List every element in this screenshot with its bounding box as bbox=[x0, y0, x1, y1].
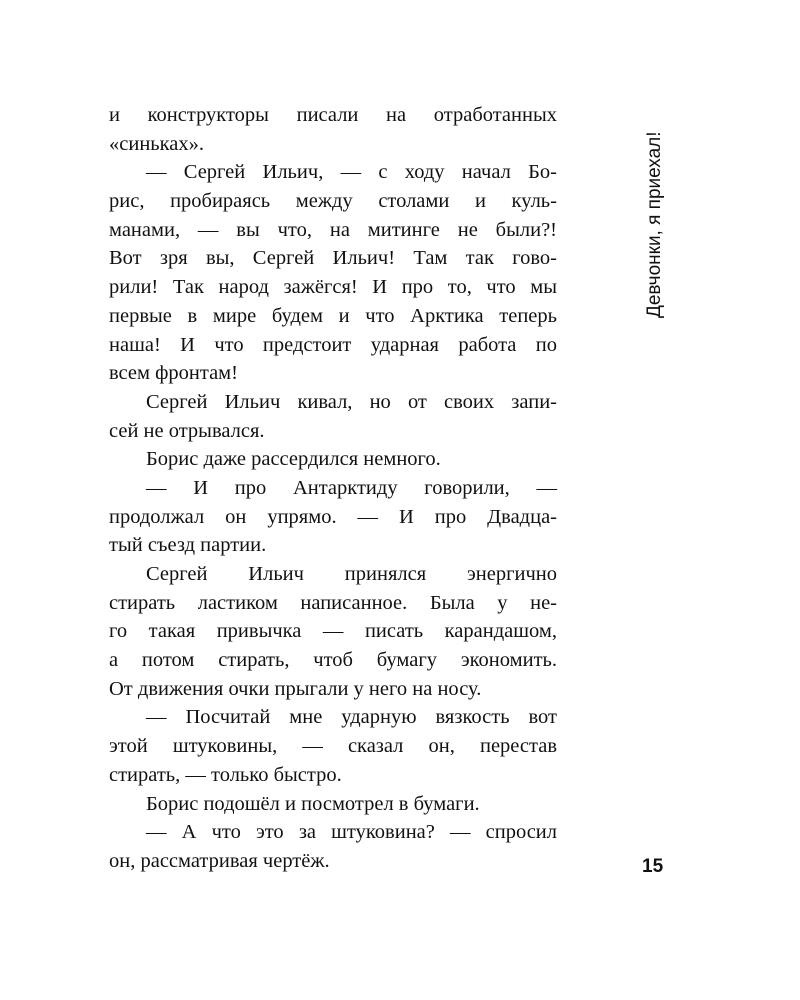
text-line: «синьках». bbox=[109, 132, 205, 155]
text-line: Сергей Ильич принялся энергично bbox=[146, 563, 557, 585]
body-text bbox=[109, 101, 557, 876]
text-line: наша! И что предстоит ударная работа по bbox=[109, 333, 557, 356]
page-number: 15 bbox=[642, 856, 664, 877]
text-line: и конструкторы писали на отработанных bbox=[109, 104, 557, 126]
text-line: От движения очки прыгали у него на носу. bbox=[109, 677, 482, 700]
text-line: рис, пробираясь между столами и куль- bbox=[109, 190, 557, 213]
text-line: Сергей Ильич кивал, но от своих запи- bbox=[146, 390, 557, 413]
text-line: — А что это за штуковина? — спросил bbox=[146, 821, 557, 844]
text-line: Борис подошёл и посмотрел в бумаги. bbox=[146, 792, 480, 815]
text-line: первые в мире будем и что Арктика теперь bbox=[109, 304, 557, 327]
text-line: го такая привычка — писать карандашом, bbox=[109, 620, 557, 643]
text-line: рили! Так народ зажёгся! И про то, что мы bbox=[109, 276, 557, 299]
text-line: продолжал он упрямо. — И про Двадца- bbox=[109, 505, 557, 528]
text-line: он, рассматривая чертёж. bbox=[109, 849, 330, 872]
text-line: стирать, — только быстро. bbox=[109, 763, 342, 786]
text-line: — И про Антарктиду говорили, — bbox=[146, 476, 557, 499]
text-line: а потом стирать, чтоб бумагу экономить. bbox=[109, 649, 557, 672]
text-line: — Посчитай мне ударную вязкость вот bbox=[146, 706, 557, 729]
running-header-title: Девчонки, я приехал! bbox=[644, 131, 665, 318]
running-header bbox=[640, 108, 668, 318]
text-line: этой штуковины, — сказал он, перестав bbox=[109, 735, 557, 758]
text-line: Борис даже рассердился немного. bbox=[146, 448, 441, 471]
text-line: сей не отрывался. bbox=[109, 419, 265, 442]
text-line: манами, — вы что, на митинге не были?! bbox=[109, 218, 557, 241]
text-line: всем фронтам! bbox=[109, 362, 238, 385]
text-line: тый съезд партии. bbox=[109, 534, 267, 557]
text-line: стирать ластиком написанное. Была у не- bbox=[109, 591, 557, 614]
text-line: — Сергей Ильич, — с ходу начал Бо- bbox=[146, 161, 557, 184]
text-line: Вот зря вы, Сергей Ильич! Там так гово- bbox=[109, 247, 557, 270]
